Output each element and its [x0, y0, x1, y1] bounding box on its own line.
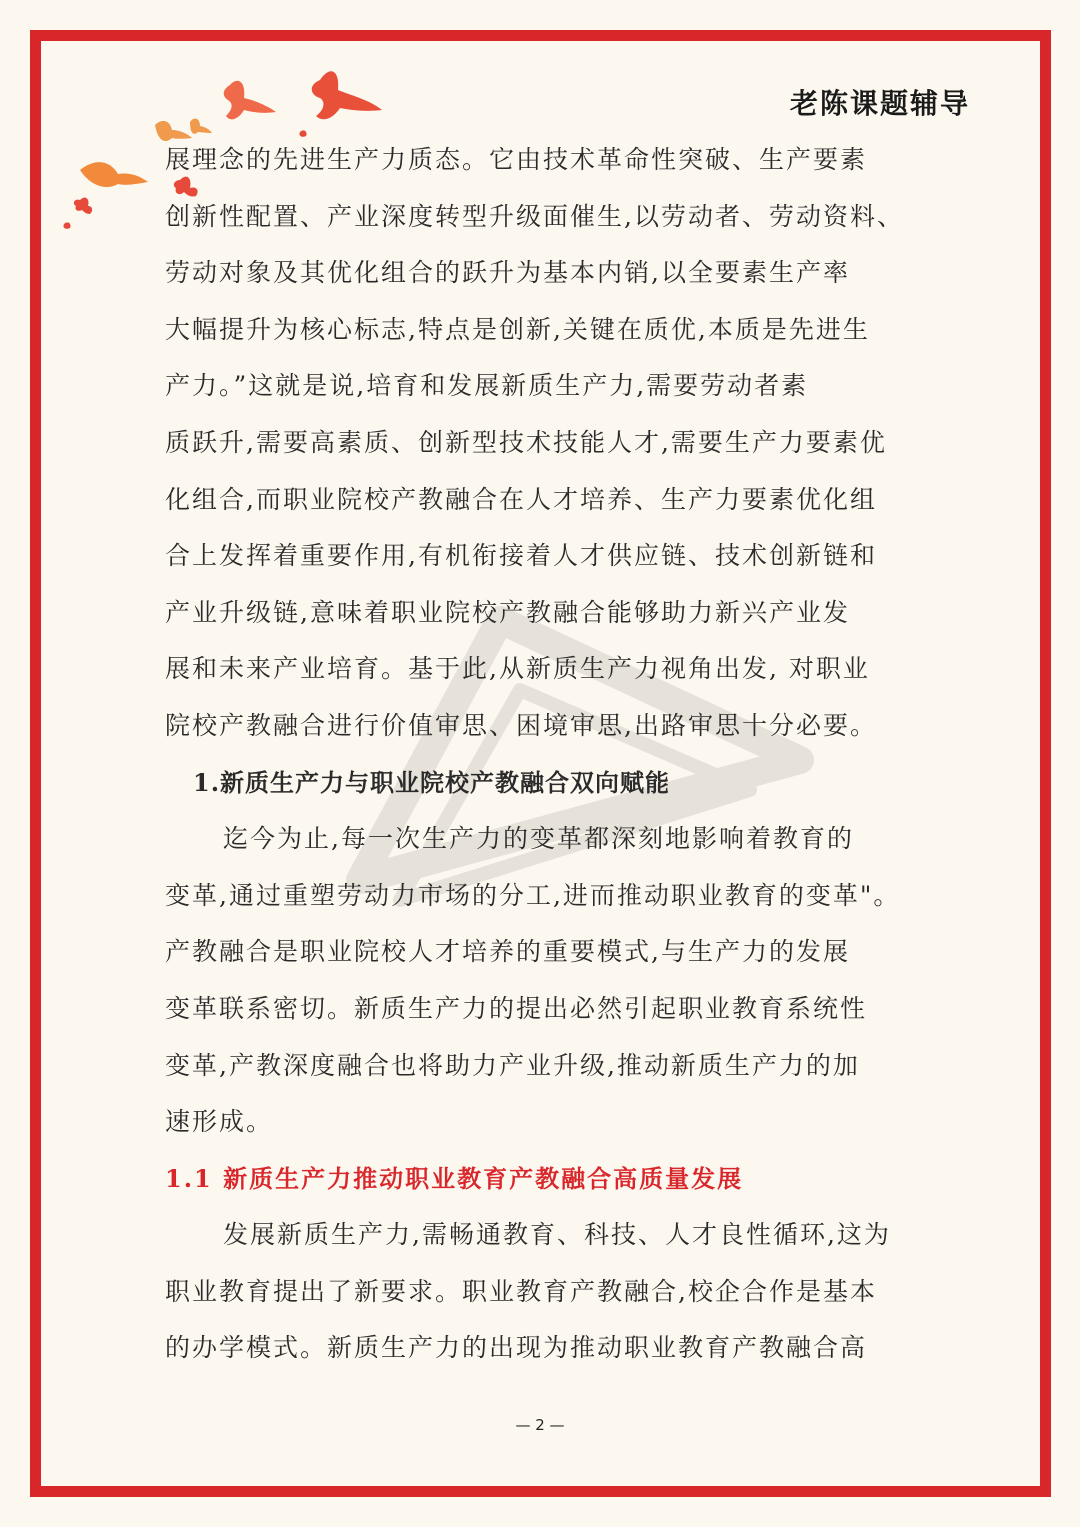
paragraph-line: 合上发挥着重要作用,有机衔接着人才供应链、技术创新链和	[165, 541, 877, 571]
paragraph-line: 劳动对象及其优化组合的跃升为基本内销,以全要素生产率	[165, 258, 850, 288]
red-bird-icon	[312, 71, 382, 119]
paragraph-line: 职业教育提出了新要求。职业教育产教融合,校企合作是基本	[165, 1276, 877, 1306]
paragraph-line: 的办学模式。新质生产力的出现为推动职业教育产教融合高	[165, 1333, 868, 1363]
section-heading: 1.新质生产力与职业院校产教融合双向赋能	[193, 767, 671, 797]
paragraph-line: 产教融合是职业院校人才培养的重要模式,与生产力的发展	[165, 937, 850, 967]
red-bird-icon	[224, 81, 276, 120]
paragraph-line: 化组合,而职业院校产教融合在人才培养、生产力要素优化组	[165, 484, 877, 514]
paragraph-line: 速形成。	[165, 1107, 274, 1137]
paragraph-line: 变革联系密切。新质生产力的提出必然引起职业教育系统性	[165, 993, 868, 1023]
brand-logo-text: 老陈课题辅导	[789, 87, 970, 120]
paragraph-line: 发展新质生产力,需畅通教育、科技、人才良性循环,这为	[223, 1220, 891, 1250]
paragraph-line: 迄今为止,每一次生产力的变革都深刻地影响着教育的	[223, 824, 854, 854]
paragraph-line: 变革,产教深度融合也将助力产业升级,推动新质生产力的加	[165, 1050, 860, 1080]
paragraph-line: 院校产教融合进行价值审思、困境审思,出路审思十分必要。	[165, 710, 877, 740]
paragraph-line: 产力。”这就是说,培育和发展新质生产力,需要劳动者素	[165, 371, 809, 401]
paragraph-line: 展理念的先进生产力质态。它由技术革命性突破、生产要素	[165, 145, 868, 174]
subsection-heading: 1.1 新质生产力推动职业教育产教融合高质量发展	[165, 1163, 744, 1193]
document-body	[165, 132, 935, 1377]
paragraph-line: 变革,通过重塑劳动力市场的分工,进而推动职业教育的变革"。	[165, 880, 901, 910]
paragraph-line: 创新性配置、产业深度转型升级面催生,以劳动者、劳动资料、	[165, 201, 904, 231]
paragraph-line: 展和未来产业培育。基于此,从新质生产力视角出发, 对职业	[165, 654, 870, 684]
paragraph-line: 质跃升,需要高素质、创新型技术技能人才,需要生产力要素优	[165, 427, 887, 457]
paragraph-line: 产业升级链,意味着职业院校产教融合能够助力新兴产业发	[165, 597, 850, 627]
orange-bird-icon	[80, 162, 148, 187]
page-number: — 2 —	[515, 1416, 565, 1434]
paragraph-line: 大幅提升为核心标志,特点是创新,关键在质优,本质是先进生	[165, 314, 870, 344]
